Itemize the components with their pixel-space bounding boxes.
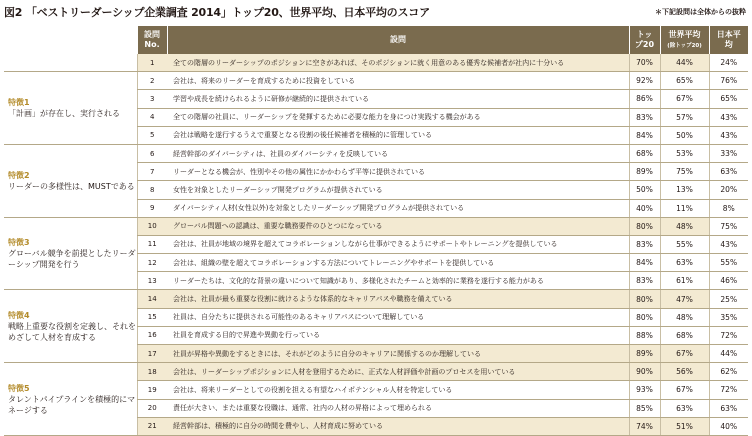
top20-score: 89% [629, 163, 660, 181]
question-number: 6 [137, 144, 167, 162]
top20-score: 70% [629, 54, 660, 72]
world-avg-score: 67% [660, 381, 709, 399]
question-text: 会社は、リーダーシップポジションに人材を登用するために、正式な人材評価や計画のプロセスを用いている [167, 363, 629, 381]
world-avg-score: 48% [660, 217, 709, 235]
feature-cell-empty [4, 54, 137, 72]
question-number: 21 [137, 417, 167, 435]
world-avg-score: 51% [660, 417, 709, 435]
world-avg-score: 50% [660, 126, 709, 144]
japan-avg-score: 43% [709, 235, 748, 253]
japan-avg-score: 35% [709, 308, 748, 326]
question-number: 17 [137, 345, 167, 363]
feature-description: リーダーの多様性は、MUSTである [8, 181, 135, 191]
question-text: 女性を対象としたリーダーシップ開発プログラムが提供されている [167, 181, 629, 199]
top20-score: 74% [629, 417, 660, 435]
world-avg-score: 47% [660, 290, 709, 308]
question-text: グローバル問題への認識は、重要な職務要件のひとつになっている [167, 217, 629, 235]
world-avg-score: 56% [660, 363, 709, 381]
japan-avg-header: 日本平均 [709, 26, 748, 54]
feature-cell [4, 72, 137, 145]
top20-score: 80% [629, 308, 660, 326]
japan-avg-score: 55% [709, 254, 748, 272]
feature-cell [4, 290, 137, 363]
question-number: 15 [137, 308, 167, 326]
japan-avg-score: 75% [709, 217, 748, 235]
table-row [4, 144, 748, 162]
japan-avg-score: 72% [709, 381, 748, 399]
question-number: 12 [137, 254, 167, 272]
feature-description: タレントパイプラインを積極的にマネージする [8, 394, 136, 415]
question-text: 会社は、社員が最も重要な役割に就けるような体系的なキャリアパスや職務を備えている [167, 290, 629, 308]
table-row [4, 290, 748, 308]
figure-title: 図2 「ベストリーダーシップ企業調査 2014」トップ20、世界平均、日本平均のスコア [4, 6, 430, 19]
top20-score: 84% [629, 254, 660, 272]
question-number: 10 [137, 217, 167, 235]
japan-avg-score: 24% [709, 54, 748, 72]
world-avg-score: 44% [660, 54, 709, 72]
question-text: 責任が大きい、または重要な役職は、通常、社内の人材の昇格によって埋められる [167, 399, 629, 417]
table-row [4, 217, 748, 235]
question-text: 経営幹部のダイバーシティは、社員のダイバーシティを反映している [167, 144, 629, 162]
question-number: 18 [137, 363, 167, 381]
question-text: 会社は、将来のリーダーを育成するために投資をしている [167, 72, 629, 90]
question-text: 全ての階層のリーダーシップのポジションに空きがあれば、そのポジションに就く用意のある優秀な候補者が社内に十分いる [167, 54, 629, 72]
top20-score: 88% [629, 326, 660, 344]
japan-avg-score: 33% [709, 144, 748, 162]
world-avg-score: 65% [660, 72, 709, 90]
feature-cell [4, 363, 137, 436]
japan-avg-score: 8% [709, 199, 748, 217]
world-avg-score: 11% [660, 199, 709, 217]
top20-score: 86% [629, 90, 660, 108]
japan-avg-score: 63% [709, 163, 748, 181]
japan-avg-score: 44% [709, 345, 748, 363]
feature-description: グローバル競争を前提としたリーダーシップ開発を行う [8, 249, 136, 270]
japan-avg-score: 20% [709, 181, 748, 199]
table-body [4, 54, 748, 435]
feature-title: 特徴2 [8, 170, 30, 180]
japan-avg-score: 63% [709, 399, 748, 417]
world-avg-score: 68% [660, 326, 709, 344]
world-avg-score: 67% [660, 345, 709, 363]
question-text: 社員を育成する目的で昇進や異動を行っている [167, 326, 629, 344]
japan-avg-score: 43% [709, 126, 748, 144]
question-text: 会社は、将来リーダーとしての役割を担える有望なハイポテンシャル人材を特定している [167, 381, 629, 399]
japan-avg-score: 76% [709, 72, 748, 90]
table-row [4, 54, 748, 72]
feature-cell [4, 144, 137, 217]
question-number: 8 [137, 181, 167, 199]
top20-score: 50% [629, 181, 660, 199]
top20-score: 89% [629, 345, 660, 363]
world-avg-score: 13% [660, 181, 709, 199]
question-number: 19 [137, 381, 167, 399]
question-text: 会社は戦略を遂行するうえで重要となる役割の後任候補者を積極的に管理している [167, 126, 629, 144]
score-table [4, 26, 748, 436]
question-number: 4 [137, 108, 167, 126]
world-avg-sublabel: (除トップ20) [667, 42, 702, 49]
question-text: リーダーたちは、文化的な背景の違いについて知識があり、多様化されたチームと効率的に業務を遂行する能力がある [167, 272, 629, 290]
blank-header [4, 26, 137, 54]
question-number: 11 [137, 235, 167, 253]
question-text: 社員は、自分たちに提供される可能性のあるキャリアパスについて理解している [167, 308, 629, 326]
feature-description: 「計画」が存在し、実行される [8, 109, 120, 119]
feature-cell [4, 217, 137, 290]
top20-score: 92% [629, 72, 660, 90]
feature-title: 特徴5 [8, 383, 30, 393]
top20-score: 40% [629, 199, 660, 217]
question-text: 社員が昇格や異動をするときには、それがどのように自分のキャリアに関係するのか理解している [167, 345, 629, 363]
top20-score: 80% [629, 290, 660, 308]
feature-title: 特徴4 [8, 310, 30, 320]
top20-score: 83% [629, 272, 660, 290]
top20-score: 68% [629, 144, 660, 162]
question-text: 全ての階層の社員に、リーダーシップを発揮するために必要な能力を身につけ実践する機会がある [167, 108, 629, 126]
world-avg-score: 67% [660, 90, 709, 108]
top20-score: 90% [629, 363, 660, 381]
question-number: 9 [137, 199, 167, 217]
japan-avg-score: 25% [709, 290, 748, 308]
world-avg-score: 61% [660, 272, 709, 290]
top20-score: 85% [629, 399, 660, 417]
question-text: 会社は、社員が地域の境界を超えてコラボレーションしながら仕事ができるようにサポートやトレーニングを提供している [167, 235, 629, 253]
feature-title: 特徴1 [8, 98, 30, 108]
question-number: 3 [137, 90, 167, 108]
world-avg-score: 75% [660, 163, 709, 181]
question-text: ダイバーシティ人材(女性以外)を対象としたリーダーシップ開発プログラムが提供されている [167, 199, 629, 217]
question-number: 16 [137, 326, 167, 344]
question-text: 学習や成長を続けられるように研修が継続的に提供されている [167, 90, 629, 108]
question-no-header: 設問No. [137, 26, 167, 54]
world-avg-label: 世界平均 [668, 29, 701, 39]
top20-header: トップ20 [629, 26, 660, 54]
top20-score: 80% [629, 217, 660, 235]
table-row [4, 363, 748, 381]
top20-score: 83% [629, 235, 660, 253]
feature-description: 戦略上重要な役割を定義し、それをめざして人材を育成する [8, 321, 136, 342]
question-number: 7 [137, 163, 167, 181]
figure-note: ＊下記設問は全体からの抜粋 [655, 8, 746, 16]
question-number: 20 [137, 399, 167, 417]
question-number: 5 [137, 126, 167, 144]
japan-avg-score: 65% [709, 90, 748, 108]
japan-avg-score: 46% [709, 272, 748, 290]
japan-avg-score: 40% [709, 417, 748, 435]
top20-score: 83% [629, 108, 660, 126]
world-avg-score: 53% [660, 144, 709, 162]
table-row [4, 72, 748, 90]
japan-avg-score: 43% [709, 108, 748, 126]
japan-avg-score: 72% [709, 326, 748, 344]
world-avg-score: 55% [660, 235, 709, 253]
question-header: 設問 [167, 26, 629, 54]
world-avg-score: 48% [660, 308, 709, 326]
world-avg-header [660, 26, 709, 54]
world-avg-score: 57% [660, 108, 709, 126]
feature-title: 特徴3 [8, 238, 30, 248]
question-text: 会社は、組織の壁を超えてコラボレーションする方法についてトレーニングやサポートを提供している [167, 254, 629, 272]
world-avg-score: 63% [660, 254, 709, 272]
question-number: 1 [137, 54, 167, 72]
japan-avg-score: 62% [709, 363, 748, 381]
top20-score: 84% [629, 126, 660, 144]
question-number: 13 [137, 272, 167, 290]
question-text: 経営幹部は、積極的に自分の時間を費やし、人材育成に努めている [167, 417, 629, 435]
question-text: リーダーとなる機会が、性別やその他の属性にかかわらず平等に提供されている [167, 163, 629, 181]
question-number: 2 [137, 72, 167, 90]
question-number: 14 [137, 290, 167, 308]
world-avg-score: 63% [660, 399, 709, 417]
top20-score: 93% [629, 381, 660, 399]
